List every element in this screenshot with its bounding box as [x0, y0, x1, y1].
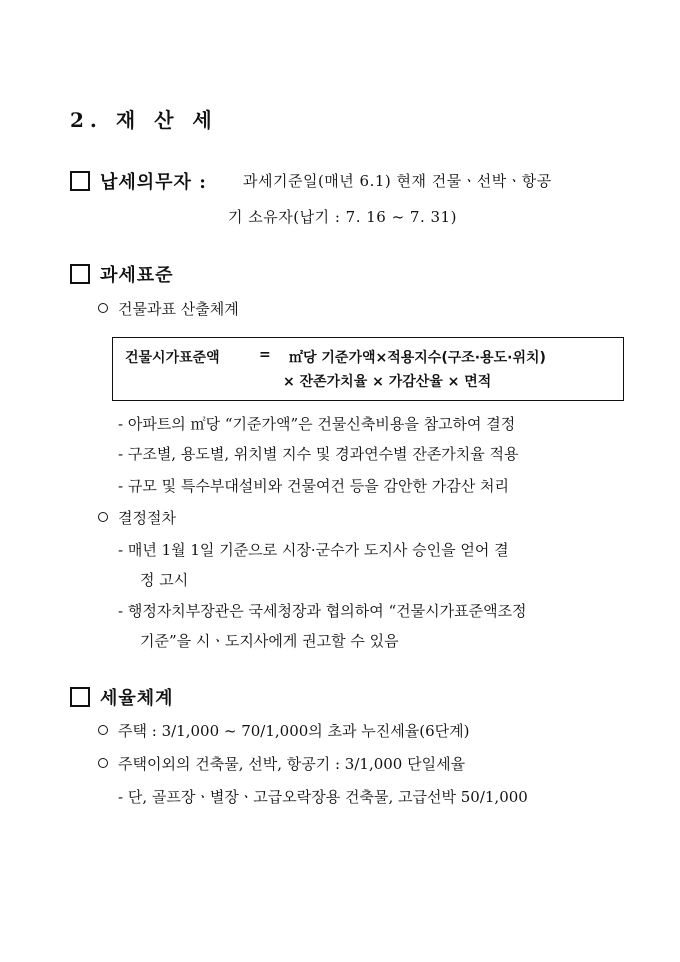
rate-label: 세율체계 [100, 688, 174, 709]
circle-bullet-icon [98, 303, 108, 313]
checkbox-square-icon [70, 687, 90, 707]
sub2-label: 결정절차 [118, 509, 176, 527]
tax-base-section-header [70, 261, 174, 287]
formula-box [112, 337, 624, 401]
rate-item1-text: 주택 : 3/1,000 ~ 70/1,000의 초과 누진세율(6단계) [118, 722, 470, 740]
circle-bullet-icon [98, 758, 108, 768]
tax-base-sub1 [98, 298, 239, 319]
list-item: - 매년 1월 1일 기준으로 시장·군수가 도지사 승인을 얻어 결 [118, 541, 509, 559]
taxpayer-section-header [70, 168, 207, 194]
list-item-continuation: 기준”을 시ㆍ도지사에게 권고할 수 있음 [140, 632, 399, 650]
formula-line2: × 잔존가치율 × 가감산율 × 면적 [283, 374, 492, 390]
formula-eq: = [259, 347, 271, 363]
list-item: - 아파트의 ㎡당 “기준가액”은 건물신축비용을 참고하여 결정 [118, 415, 516, 433]
list-item: - 규모 및 특수부대설비와 건물여건 등을 감안한 가감산 처리 [118, 477, 509, 495]
circle-bullet-icon [98, 725, 108, 735]
formula-left: 건물시가표준액 [125, 350, 220, 366]
checkbox-square-icon [70, 171, 90, 191]
checkbox-square-icon [70, 264, 90, 284]
sub1-label: 건물과표 산출체계 [118, 300, 239, 318]
list-item-continuation: 정 고시 [140, 571, 189, 589]
list-item: - 구조별, 용도별, 위치별 지수 및 경과연수별 잔존가치율 적용 [118, 445, 519, 463]
list-item: - 행정자치부장관은 국세청장과 협의하여 “건물시가표준액조정 [118, 602, 527, 620]
page-title: 2. 재 산 세 [70, 108, 218, 132]
rate-item2-text: 주택이외의 건축물, 선박, 항공기 : 3/1,000 단일세율 [118, 755, 466, 773]
rate-item2 [98, 753, 465, 774]
taxpayer-label: 납세의무자 : [100, 172, 207, 193]
tax-base-sub2 [98, 507, 176, 528]
formula-line1: ㎡당 기준가액×적용지수(구조·용도·위치) [289, 350, 546, 366]
tax-base-label: 과세표준 [100, 265, 174, 286]
taxpayer-line1: 과세기준일(매년 6.1) 현재 건물ㆍ선박ㆍ항공 [243, 172, 552, 190]
rate-section-header [70, 684, 174, 710]
taxpayer-line2: 기 소유자(납기 : 7. 16 ~ 7. 31) [228, 208, 457, 226]
rate-item1 [98, 720, 470, 741]
circle-bullet-icon [98, 512, 108, 522]
rate-note: - 단, 골프장ㆍ별장ㆍ고급오락장용 건축물, 고급선박 50/1,000 [118, 788, 528, 806]
